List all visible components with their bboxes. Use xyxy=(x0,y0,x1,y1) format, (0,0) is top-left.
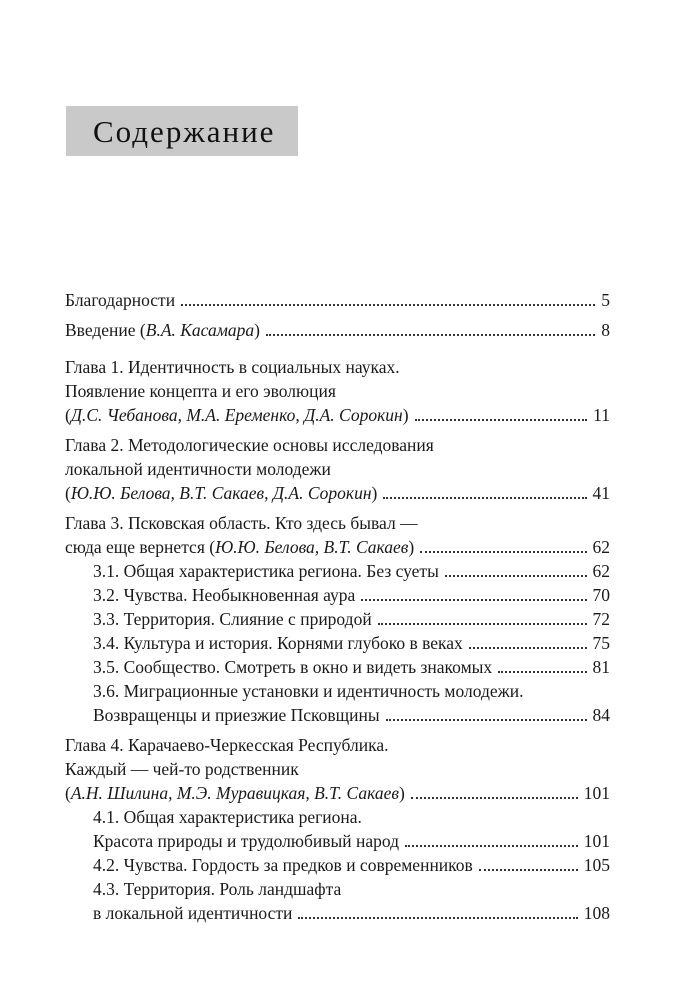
dot-leader xyxy=(411,797,578,799)
dot-leader xyxy=(498,671,586,673)
toc-section-3-2 xyxy=(65,583,610,607)
toc-authors: Ю.Ю. Белова, В.Т. Сакаев, Д.А. Сорокин xyxy=(70,483,372,503)
toc-section-label: 3.3. Территория. Слияние с природой xyxy=(93,609,372,629)
toc-authors: Д.С. Чебанова, М.А. Еременко, Д.А. Сорокин xyxy=(70,405,403,425)
toc-entry-title-line: сюда еще вернется (Ю.Ю. Белова, В.Т. Сакаев) xyxy=(65,537,415,557)
toc-page-number: 41 xyxy=(592,483,610,503)
toc-page-number: 62 xyxy=(592,561,610,581)
dot-leader xyxy=(386,719,587,721)
toc-section-3-3 xyxy=(65,607,610,631)
toc-entry-chapter-2 xyxy=(65,433,610,505)
toc-section-label: 3.2. Чувства. Необыкновенная аура xyxy=(93,585,356,605)
toc-page-number: 70 xyxy=(592,585,610,605)
dot-leader xyxy=(469,647,587,649)
dot-leader xyxy=(298,917,577,919)
toc-entry-chapter-1 xyxy=(65,355,610,427)
toc-section-label: 4.3. Территория. Роль ландшафта xyxy=(93,879,342,899)
dot-leader xyxy=(361,599,586,601)
toc-section-label: в локальной идентичности xyxy=(93,903,293,923)
toc-page-number: 84 xyxy=(592,705,610,725)
toc-page-number: 72 xyxy=(592,609,610,629)
toc-section-label: Возвращенцы и приезжие Псковщины xyxy=(93,705,380,725)
toc-entry-title-line: Каждый — чей-то родственник xyxy=(65,759,299,779)
toc-page-number: 105 xyxy=(583,855,610,875)
toc-entry-introduction xyxy=(65,318,610,342)
toc-section-label: 4.2. Чувства. Гордость за предков и современников xyxy=(93,855,473,875)
dot-leader xyxy=(415,419,588,421)
toc-section-3-4 xyxy=(65,631,610,655)
dot-leader xyxy=(383,497,586,499)
toc-section-label: 3.5. Сообщество. Смотреть в окно и видеть знакомых xyxy=(93,657,493,677)
table-of-contents xyxy=(65,288,610,925)
dot-leader xyxy=(405,845,578,847)
toc-authors: А.Н. Шилина, М.Э. Муравицкая, В.Т. Сакаев xyxy=(70,783,399,803)
toc-section-label: Красота природы и трудолюбивый народ xyxy=(93,831,400,851)
toc-page-number: 5 xyxy=(601,290,610,310)
toc-entry-title-line: Глава 1. Идентичность в социальных науках. xyxy=(65,357,400,377)
toc-authors-line: (Д.С. Чебанова, М.А. Еременко, Д.А. Сорокин) xyxy=(65,405,409,425)
toc-entry-chapter-3 xyxy=(65,511,610,559)
dot-leader xyxy=(181,304,595,306)
toc-section-3-1 xyxy=(65,559,610,583)
toc-authors: В.А. Касамара xyxy=(145,320,255,340)
toc-authors-line: (А.Н. Шилина, М.Э. Муравицкая, В.Т. Сакаев) xyxy=(65,783,405,803)
toc-page-number: 11 xyxy=(593,405,610,425)
toc-page-number: 8 xyxy=(601,320,610,340)
page-title: Содержание xyxy=(93,114,276,149)
dot-leader xyxy=(445,575,587,577)
toc-page-number: 101 xyxy=(583,831,610,851)
toc-page-number: 62 xyxy=(592,537,610,557)
dot-leader xyxy=(479,869,578,871)
toc-entry-title-line: Глава 4. Карачаево-Черкесская Республика. xyxy=(65,735,389,755)
toc-section-4-1 xyxy=(65,805,610,853)
toc-entry-title-line: локальной идентичности молодежи xyxy=(65,459,331,479)
toc-entry-title-line: Глава 3. Псковская область. Кто здесь бывал — xyxy=(65,513,418,533)
toc-authors: Ю.Ю. Белова, В.Т. Сакаев xyxy=(215,537,409,557)
toc-entry-label: Введение (В.А. Касамара) xyxy=(65,320,260,340)
toc-entry-title-line: Глава 2. Методологические основы исследования xyxy=(65,435,434,455)
toc-section-3-6 xyxy=(65,679,610,727)
toc-page-number: 75 xyxy=(592,633,610,653)
toc-page-number: 81 xyxy=(592,657,610,677)
toc-section-4-3 xyxy=(65,877,610,925)
toc-section-4-2 xyxy=(65,853,610,877)
title-banner xyxy=(66,106,298,156)
toc-authors-line: (Ю.Ю. Белова, В.Т. Сакаев, Д.А. Сорокин) xyxy=(65,483,378,503)
toc-entry-chapter-4 xyxy=(65,733,610,805)
toc-section-label: 3.6. Миграционные установки и идентичность молодежи. xyxy=(93,681,524,701)
toc-entry-label: Благодарности xyxy=(65,290,176,310)
toc-section-label: 3.4. Культура и история. Корнями глубоко в веках xyxy=(93,633,463,653)
dot-leader xyxy=(420,551,586,553)
toc-entry-acknowledgements xyxy=(65,288,610,312)
toc-section-label: 4.1. Общая характеристика региона. xyxy=(93,807,362,827)
toc-section-label: 3.1. Общая характеристика региона. Без суеты xyxy=(93,561,439,581)
toc-page-number: 101 xyxy=(583,783,610,803)
toc-entry-title-line: Появление концепта и его эволюция xyxy=(65,381,336,401)
dot-leader xyxy=(378,623,587,625)
toc-page-number: 108 xyxy=(583,903,610,923)
dot-leader xyxy=(266,334,595,336)
toc-section-3-5 xyxy=(65,655,610,679)
